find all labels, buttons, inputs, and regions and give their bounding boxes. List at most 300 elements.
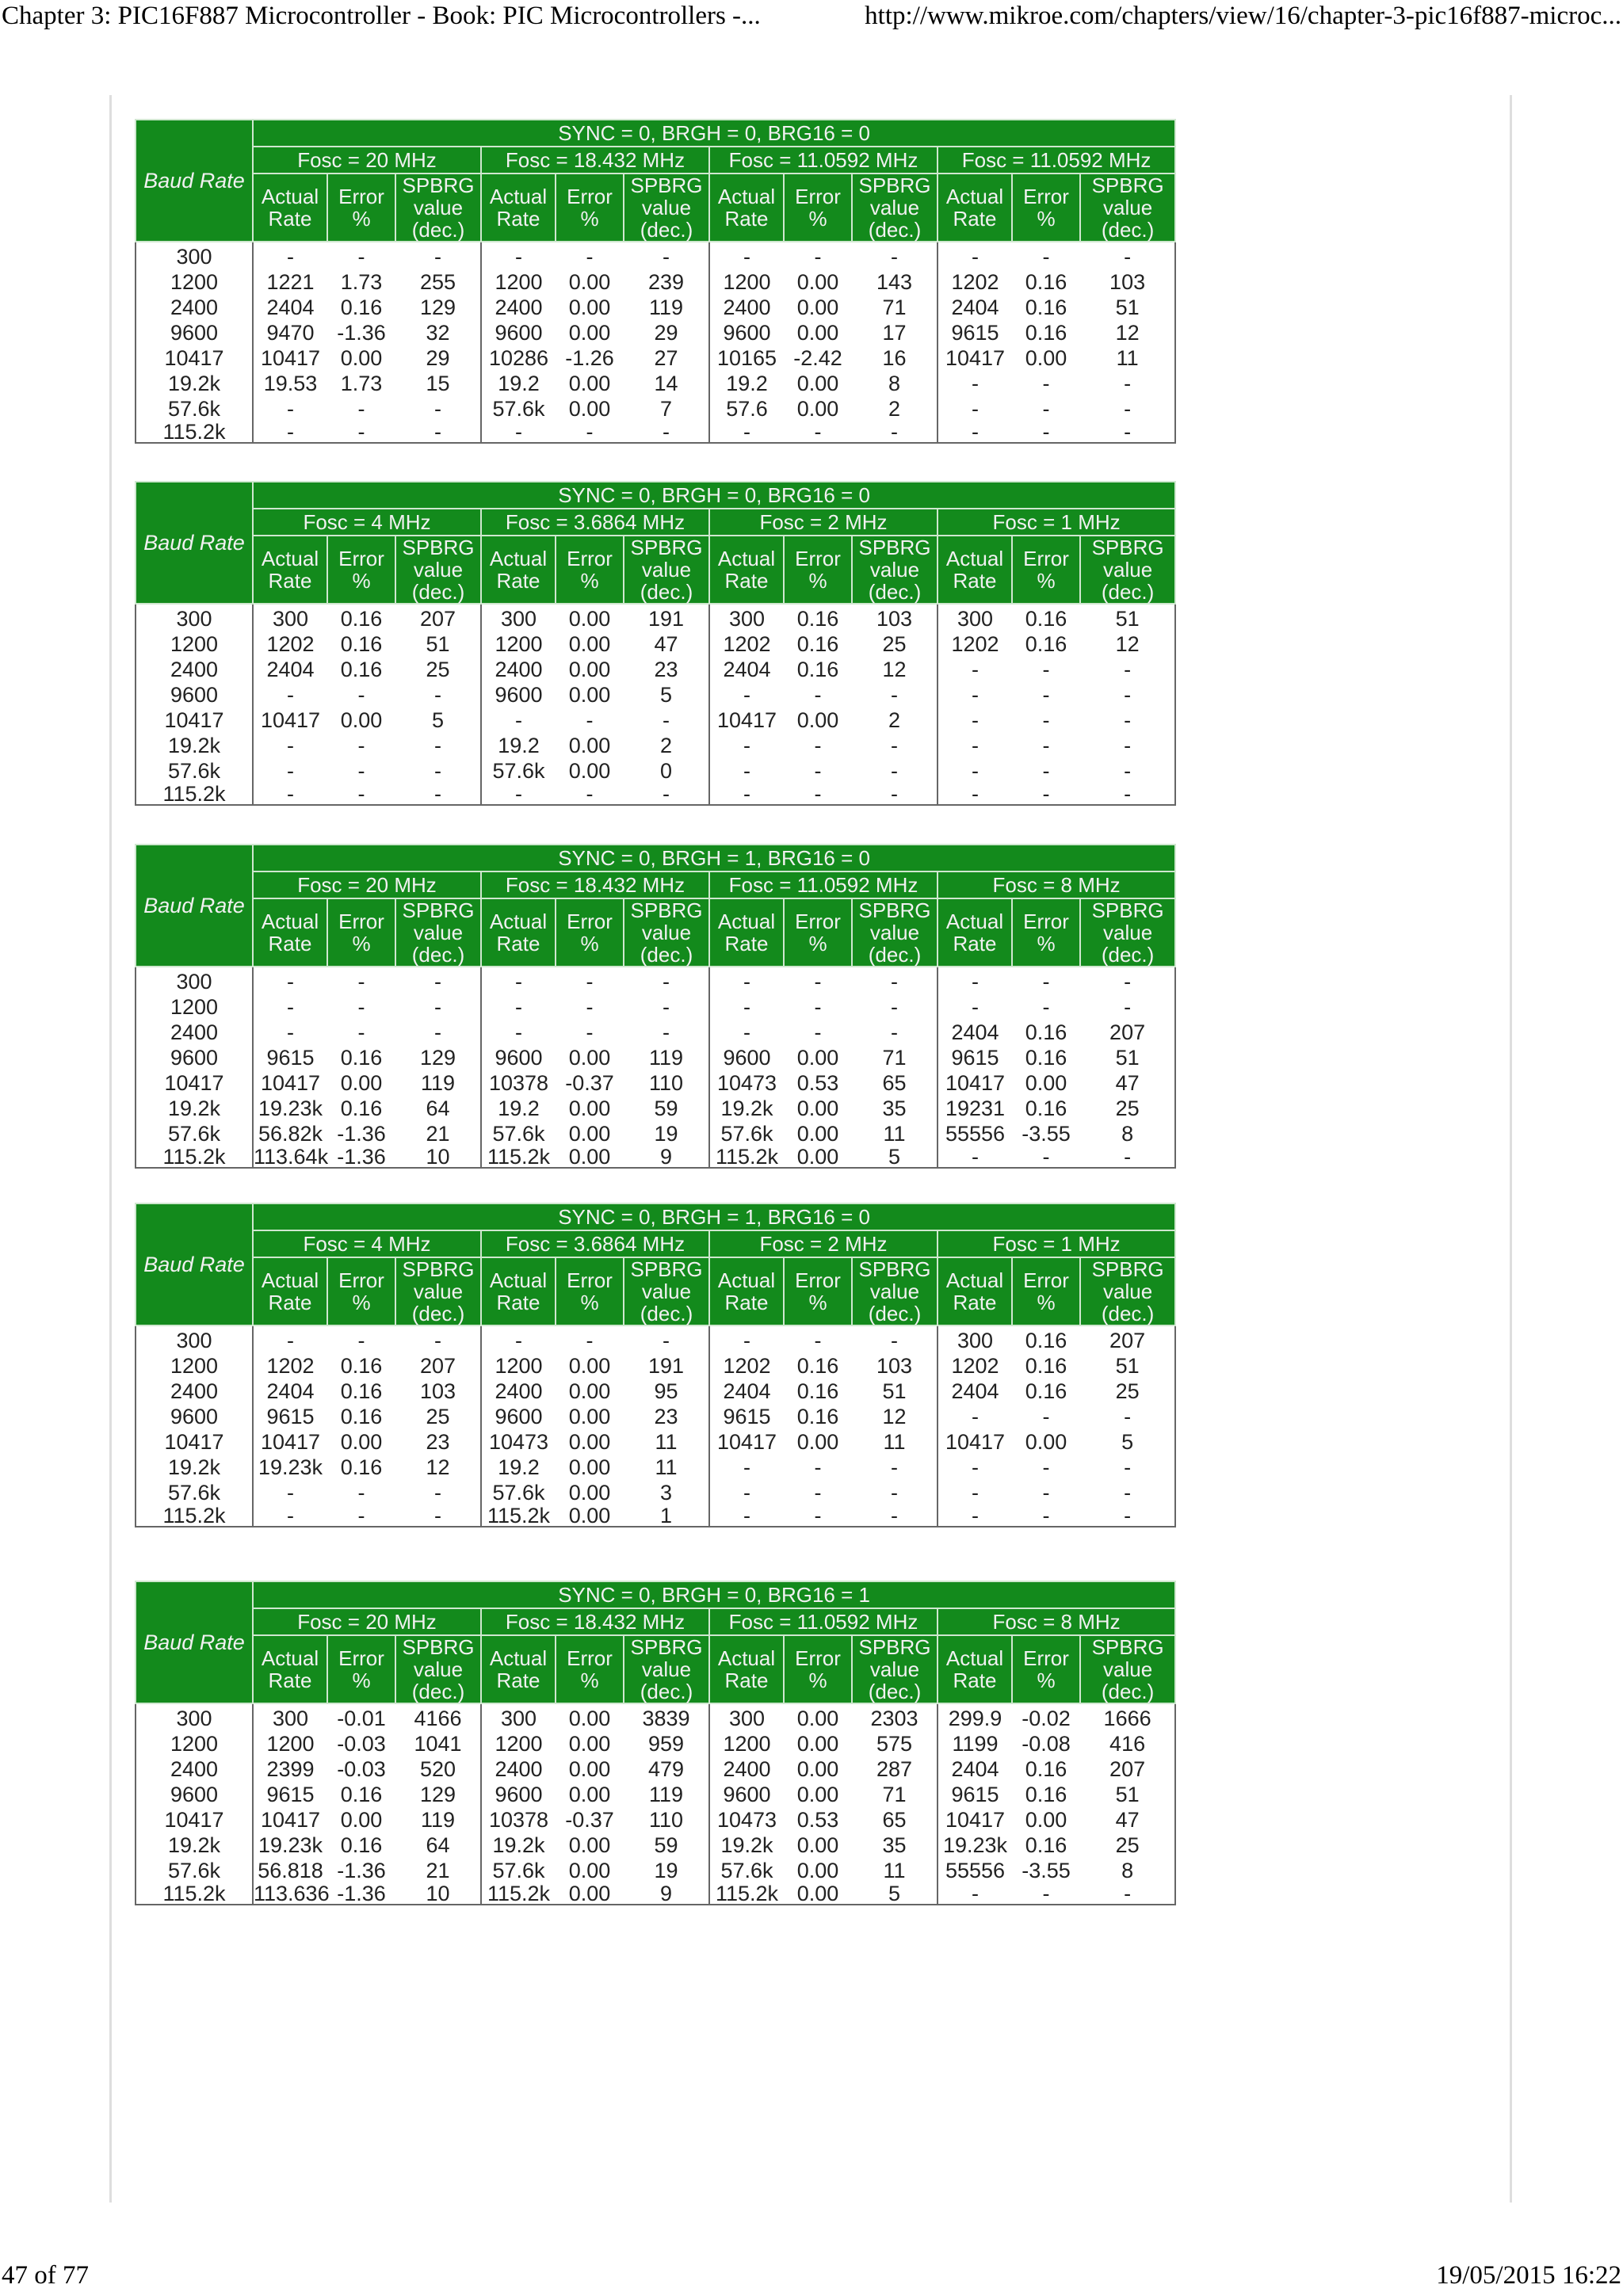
actual-rate-header-text: Actual Rate: [261, 1646, 319, 1692]
table-cell: 1221: [253, 269, 327, 295]
table-cell: -: [891, 759, 898, 783]
actual-rate-header: [709, 898, 784, 967]
table-cell: -: [1080, 784, 1175, 805]
table-cell: -: [1080, 733, 1175, 758]
error-percent-header: [1012, 536, 1080, 604]
table-cell: -: [663, 970, 670, 994]
table-cell: 47: [1080, 1070, 1175, 1096]
table-cell: 113.636: [254, 1882, 330, 1905]
table-cell: -: [434, 759, 441, 783]
table-cell: 0.00: [796, 1783, 839, 1806]
baud-rate-cell: 300: [136, 1703, 253, 1731]
baud-rate-header: Baud Rate: [136, 1581, 253, 1703]
table-cell: -: [1042, 708, 1050, 732]
table-cell: 1200: [481, 1353, 556, 1379]
table-cell: -: [709, 421, 784, 443]
spbrg-value-header-text: SPBRG value (dec.): [402, 174, 475, 242]
table-row: [136, 1807, 1175, 1833]
table-cell: -: [938, 242, 1012, 269]
spbrg-value-header-text: SPBRG value (dec.): [630, 536, 703, 604]
table-cell: 0.00: [340, 1808, 383, 1832]
table-cell: 0.00: [796, 270, 839, 294]
error-percent-header-text: Error %: [1023, 910, 1069, 955]
table-cell: 1200: [709, 1731, 784, 1756]
table-cell: 19.53: [253, 371, 327, 396]
table-row: [136, 1833, 1175, 1858]
table-cell: 0.16: [1025, 270, 1067, 294]
baud-rate-cell: 300: [136, 1325, 253, 1353]
table-cell: 0.00: [568, 1707, 611, 1730]
table-cell: -: [814, 734, 822, 757]
table-cell: 2400: [481, 295, 556, 320]
table-cell: 47: [654, 632, 678, 656]
fosc-header: Fosc = 20 MHz: [253, 1608, 481, 1635]
table-row: [136, 1146, 1175, 1168]
table-cell: 19.2: [481, 371, 556, 396]
table-cell: 9: [624, 1883, 709, 1905]
table-cell: 207: [1080, 1020, 1175, 1045]
table-cell: -: [481, 994, 556, 1020]
table-cell: -: [938, 1883, 1012, 1905]
baud-rate-table: [135, 1581, 1176, 1905]
table-cell: 0.16: [340, 1783, 383, 1806]
table-cell: -: [481, 707, 556, 733]
table-cell: 0.16: [1025, 1020, 1067, 1044]
actual-rate-header-text: Actual Rate: [489, 1646, 548, 1692]
table-cell: 103: [876, 1354, 913, 1378]
table-cell: 32: [426, 321, 450, 345]
table-cell: 2400: [709, 1756, 784, 1782]
table-cell: 10473: [709, 1807, 784, 1833]
table-cell: -: [709, 1020, 784, 1045]
table-cell: 19.23k: [253, 1833, 327, 1858]
table-cell: -: [395, 784, 481, 805]
table-cell: -: [891, 1455, 898, 1479]
table-cell: 9615: [938, 1782, 1012, 1807]
table-cell: 64: [426, 1833, 450, 1857]
error-percent-header-text: Error %: [338, 1646, 384, 1692]
table-cell: -: [814, 1455, 822, 1479]
baud-rate-header: Baud Rate: [136, 1203, 253, 1325]
table-cell: -: [253, 733, 327, 758]
table-cell: 10417: [938, 345, 1012, 371]
table-cell: 0.00: [340, 1430, 383, 1454]
table-cell: 10417: [938, 1070, 1012, 1096]
actual-rate-header: [253, 898, 327, 967]
fosc-header: Fosc = 1 MHz: [938, 1230, 1175, 1257]
table-cell: 0.00: [340, 346, 383, 370]
actual-rate-header: [481, 1635, 556, 1703]
table-cell: 1200: [709, 269, 784, 295]
table-cell: 64: [426, 1097, 450, 1120]
table-cell: 1666: [1080, 1703, 1175, 1731]
table-cell: -: [709, 1325, 784, 1353]
table-cell: 10473: [481, 1429, 556, 1455]
table-cell: -: [938, 1404, 1012, 1429]
actual-rate-header-text: Actual Rate: [489, 910, 548, 955]
spbrg-value-header: [395, 536, 481, 604]
table-cell: 0.00: [568, 759, 611, 783]
table-cell: -: [586, 1020, 594, 1044]
table-cell: 0.00: [568, 632, 611, 656]
table-cell: -: [253, 1325, 327, 1353]
table-cell: -: [481, 1325, 556, 1353]
table-cell: -: [1080, 1883, 1175, 1905]
table-cell: 0.00: [340, 708, 383, 732]
table-cell: 10417: [253, 345, 327, 371]
baud-rate-cell: 115.2k: [136, 784, 253, 805]
table-cell: 57.6k: [481, 396, 556, 421]
table-row: [136, 733, 1175, 758]
spbrg-value-header-text: SPBRG value (dec.): [402, 898, 475, 967]
table-cell: 10378: [481, 1070, 556, 1096]
baud-rate-table: [135, 1203, 1176, 1527]
table-cell: 0.16: [1025, 1354, 1067, 1378]
table-cell: -1.26: [565, 346, 614, 370]
table-cell: 300: [253, 1703, 327, 1731]
error-percent-header: [784, 1257, 852, 1325]
table-cell: 0.00: [568, 1046, 611, 1070]
table-cell: -: [556, 784, 624, 805]
table-cell: 3839: [642, 1707, 690, 1730]
table-row: [136, 1782, 1175, 1807]
table-cell: 57.6k: [481, 1480, 556, 1505]
actual-rate-header-text: Actual Rate: [717, 910, 776, 955]
baud-rate-cell: 115.2k: [136, 1883, 253, 1905]
table-cell: 57.6k: [481, 1858, 556, 1883]
table-cell: -: [709, 967, 784, 994]
table-cell: -: [434, 683, 441, 707]
error-percent-header-text: Error %: [567, 1646, 613, 1692]
table-cell: 19.2k: [481, 1833, 556, 1858]
actual-rate-header: [481, 536, 556, 604]
table-cell: -: [709, 1505, 784, 1527]
table-cell: 2404: [938, 1020, 1012, 1045]
table-cell: 0.00: [796, 1757, 839, 1781]
table-cell: 1200: [481, 269, 556, 295]
actual-rate-header: [938, 898, 1012, 967]
table-cell: 19.2k: [709, 1096, 784, 1121]
spbrg-value-header: [1080, 1635, 1175, 1703]
actual-rate-header: [709, 1635, 784, 1703]
fosc-header: Fosc = 18.432 MHz: [481, 1608, 709, 1635]
baud-rate-table: [135, 844, 1176, 1169]
table-row: [136, 1883, 1175, 1905]
table-cell: 0.00: [1025, 1071, 1067, 1095]
table-cell: -: [814, 245, 822, 269]
baud-rate-cell: 10417: [136, 345, 253, 371]
table-cell: 110: [648, 1808, 684, 1832]
table-cell: 0.00: [568, 397, 611, 421]
table-cell: -: [663, 1329, 670, 1352]
table-cell: -: [1080, 1455, 1175, 1480]
actual-rate-header: [938, 1257, 1012, 1325]
table-cell: 10417: [938, 1429, 1012, 1455]
table-cell: -: [357, 734, 365, 757]
table-cell: 0.00: [568, 372, 611, 395]
table-row: [136, 396, 1175, 421]
table-row: [136, 1455, 1175, 1480]
table-row: [136, 1731, 1175, 1756]
baud-rate-cell: 1200: [136, 631, 253, 657]
baud-rate-cell: 300: [136, 604, 253, 631]
table-cell: 0.00: [568, 1859, 611, 1882]
spbrg-value-header: [1080, 536, 1175, 604]
table-cell: -0.08: [1022, 1732, 1071, 1756]
fosc-header: Fosc = 20 MHz: [253, 871, 481, 898]
table-cell: -1.36: [327, 1146, 395, 1168]
table-cell: 0.16: [340, 1833, 383, 1857]
error-percent-header: [327, 898, 395, 967]
fosc-header: Fosc = 2 MHz: [709, 509, 938, 536]
table-cell: -: [938, 396, 1012, 421]
table-row: [136, 421, 1175, 443]
baud-rate-cell: 2400: [136, 295, 253, 320]
table-cell: 1202: [253, 631, 327, 657]
table-cell: 2404: [253, 657, 327, 682]
baud-rate-cell: 1200: [136, 994, 253, 1020]
table-row: [136, 1045, 1175, 1070]
table-cell: 21: [426, 1122, 450, 1146]
table-cell: 8: [1080, 1858, 1175, 1883]
table-cell: 9600: [709, 320, 784, 345]
spbrg-value-header: [852, 898, 938, 967]
table-cell: 0.00: [568, 270, 611, 294]
table-cell: 10417: [253, 1807, 327, 1833]
table-cell: 0.16: [340, 1097, 383, 1120]
error-percent-header-text: Error %: [795, 910, 841, 955]
table-cell: 1199: [938, 1731, 1012, 1756]
page-number: 47 of 77: [2, 2261, 89, 2290]
table-cell: 0.16: [340, 1455, 383, 1479]
table-cell: 0.00: [796, 1732, 839, 1756]
table-cell: 300: [481, 604, 556, 631]
table-cell: -: [814, 1481, 822, 1505]
error-percent-header-text: Error %: [567, 547, 613, 593]
table-cell: 0.53: [796, 1808, 839, 1832]
table-cell: -: [434, 1329, 441, 1352]
actual-rate-header-text: Actual Rate: [717, 1646, 776, 1692]
table-cell: 5: [659, 683, 673, 707]
spbrg-value-header-text: SPBRG value (dec.): [630, 898, 703, 967]
table-row: [136, 1505, 1175, 1527]
table-cell: -: [357, 397, 365, 421]
baud-rate-cell: 19.2k: [136, 1096, 253, 1121]
table-cell: 4166: [414, 1707, 462, 1730]
table-cell: 10: [395, 1146, 481, 1168]
table-cell: 9615: [253, 1404, 327, 1429]
table-cell: 0.00: [784, 1146, 852, 1168]
table-cell: -: [709, 1455, 784, 1480]
table-cell: 51: [1080, 1045, 1175, 1070]
table-cell: 51: [1080, 1353, 1175, 1379]
error-percent-header-text: Error %: [795, 185, 841, 231]
table-cell: 0.16: [1025, 321, 1067, 345]
table-row: [136, 1070, 1175, 1096]
actual-rate-header: [709, 536, 784, 604]
table-cell: 2404: [938, 1379, 1012, 1404]
error-percent-header: [1012, 174, 1080, 242]
table-cell: -: [1012, 421, 1080, 443]
right-content-border: [1510, 95, 1512, 2203]
table-cell: -: [814, 970, 822, 994]
spbrg-value-header: [852, 1257, 938, 1325]
table-cell: 51: [426, 632, 450, 656]
table-cell: 0.16: [796, 1354, 839, 1378]
table-cell: 0.00: [1025, 1808, 1067, 1832]
table-cell: 0.16: [1025, 296, 1067, 319]
table-cell: 10417: [938, 1807, 1012, 1833]
actual-rate-header: [481, 174, 556, 242]
table-row: [136, 1858, 1175, 1883]
table-cell: 115.2k: [481, 1146, 556, 1168]
table-cell: -: [814, 1020, 822, 1044]
table-cell: 19.2: [481, 1455, 556, 1480]
table-row: [136, 631, 1175, 657]
table-cell: 0.16: [796, 1379, 839, 1403]
table-cell: -: [709, 242, 784, 269]
table-cell: 9600: [481, 682, 556, 707]
actual-rate-header: [253, 174, 327, 242]
actual-rate-header-text: Actual Rate: [261, 1268, 319, 1314]
table-cell: 2400: [481, 1756, 556, 1782]
table-cell: -0.37: [565, 1808, 614, 1832]
baud-rate-cell: 10417: [136, 1070, 253, 1096]
table-cell: -: [1080, 1404, 1175, 1429]
baud-rate-cell: 10417: [136, 707, 253, 733]
fosc-header: Fosc = 1 MHz: [938, 509, 1175, 536]
table-cell: 3: [659, 1481, 673, 1505]
table-cell: 10417: [253, 1429, 327, 1455]
table-cell: 207: [419, 1354, 456, 1378]
error-percent-header: [1012, 1635, 1080, 1703]
baud-rate-cell: 10417: [136, 1429, 253, 1455]
sync-config-header: SYNC = 0, BRGH = 0, BRG16 = 0: [253, 120, 1175, 147]
fosc-header: Fosc = 3.6864 MHz: [481, 509, 709, 536]
table-cell: 0.16: [1025, 1833, 1067, 1857]
table-cell: 2400: [481, 1379, 556, 1404]
baud-rate-cell: 1200: [136, 1353, 253, 1379]
table-cell: 25: [882, 632, 907, 656]
table-cell: 12: [882, 1405, 907, 1428]
table-cell: 0.00: [568, 658, 611, 681]
table-cell: -: [1042, 995, 1050, 1019]
table-cell: -: [938, 784, 1012, 805]
table-cell: 11: [883, 1430, 906, 1454]
table-cell: -3.55: [1022, 1122, 1071, 1146]
table-cell: -: [357, 759, 365, 783]
table-cell: 300: [709, 1703, 784, 1731]
table-cell: 0.00: [568, 683, 611, 707]
table-cell: 11: [655, 1455, 678, 1479]
table-cell: -: [938, 682, 1012, 707]
table-cell: 207: [1080, 1756, 1175, 1782]
table-cell: 12: [882, 658, 907, 681]
actual-rate-header-text: Actual Rate: [489, 1268, 548, 1314]
fosc-header: Fosc = 18.432 MHz: [481, 871, 709, 898]
table-cell: -2.42: [793, 346, 842, 370]
table-cell: -0.03: [337, 1732, 386, 1756]
table-cell: -: [253, 396, 327, 421]
table-cell: 9615: [709, 1404, 784, 1429]
table-cell: 2404: [709, 1379, 784, 1404]
table-cell: 0.00: [568, 1732, 611, 1756]
table-cell: 5: [852, 1883, 938, 1905]
table-cell: -: [1012, 1883, 1080, 1905]
table-cell: -: [1042, 1405, 1050, 1428]
fosc-header: Fosc = 2 MHz: [709, 1230, 938, 1257]
table-cell: -: [327, 784, 395, 805]
fosc-header: Fosc = 8 MHz: [938, 871, 1175, 898]
table-cell: 300: [709, 604, 784, 631]
table-cell: 0.00: [568, 607, 611, 631]
table-cell: -: [1042, 245, 1050, 269]
actual-rate-header-text: Actual Rate: [717, 547, 776, 593]
table-cell: -: [1042, 683, 1050, 707]
table-cell: 35: [882, 1833, 907, 1857]
spbrg-value-header-text: SPBRG value (dec.): [858, 1635, 931, 1703]
table-cell: -: [434, 1481, 441, 1505]
spbrg-value-header: [395, 1635, 481, 1703]
actual-rate-header-text: Actual Rate: [945, 910, 1004, 955]
table-cell: 110: [648, 1071, 684, 1095]
table-cell: 51: [1080, 1782, 1175, 1807]
table-cell: 10378: [481, 1807, 556, 1833]
table-cell: 1202: [938, 631, 1012, 657]
error-percent-header: [556, 174, 624, 242]
table-cell: 0.00: [796, 1046, 839, 1070]
table-cell: -: [1080, 242, 1175, 269]
table-cell: -: [814, 759, 822, 783]
spbrg-value-header-text: SPBRG value (dec.): [630, 1635, 703, 1703]
spbrg-value-header: [852, 1635, 938, 1703]
table-cell: 10286: [481, 345, 556, 371]
fosc-header: Fosc = 11.0592 MHz: [938, 147, 1175, 174]
baud-rate-cell: 9600: [136, 682, 253, 707]
table-cell: -: [938, 1455, 1012, 1480]
table-cell: 19231: [938, 1096, 1012, 1121]
table-cell: 9600: [481, 1404, 556, 1429]
table-row: [136, 242, 1175, 269]
table-row: [136, 967, 1175, 994]
table-cell: -: [938, 967, 1012, 994]
table-cell: 10417: [709, 1429, 784, 1455]
table-cell: 207: [419, 607, 456, 631]
table-cell: 23: [654, 1405, 678, 1428]
error-percent-header: [556, 1257, 624, 1325]
table-cell: -: [1080, 758, 1175, 784]
table-cell: -: [938, 657, 1012, 682]
table-cell: 9615: [938, 1045, 1012, 1070]
table-cell: 10: [395, 1883, 481, 1905]
baud-rate-header: Baud Rate: [136, 845, 253, 967]
table-cell: -: [327, 1505, 395, 1527]
table-cell: -: [586, 245, 594, 269]
table-cell: 1202: [709, 631, 784, 657]
table-cell: 119: [420, 1808, 456, 1832]
error-percent-header-text: Error %: [1023, 1268, 1069, 1314]
table-cell: 10417: [253, 1070, 327, 1096]
table-cell: -: [891, 995, 898, 1019]
table-cell: 1200: [253, 1731, 327, 1756]
fosc-header: Fosc = 8 MHz: [938, 1608, 1175, 1635]
table-cell: 191: [647, 607, 685, 631]
spbrg-value-header: [624, 898, 709, 967]
table-cell: 299.9: [938, 1703, 1012, 1731]
table-cell: 25: [426, 1405, 450, 1428]
table-cell: 0.00: [556, 1883, 624, 1905]
table-row: [136, 1121, 1175, 1146]
